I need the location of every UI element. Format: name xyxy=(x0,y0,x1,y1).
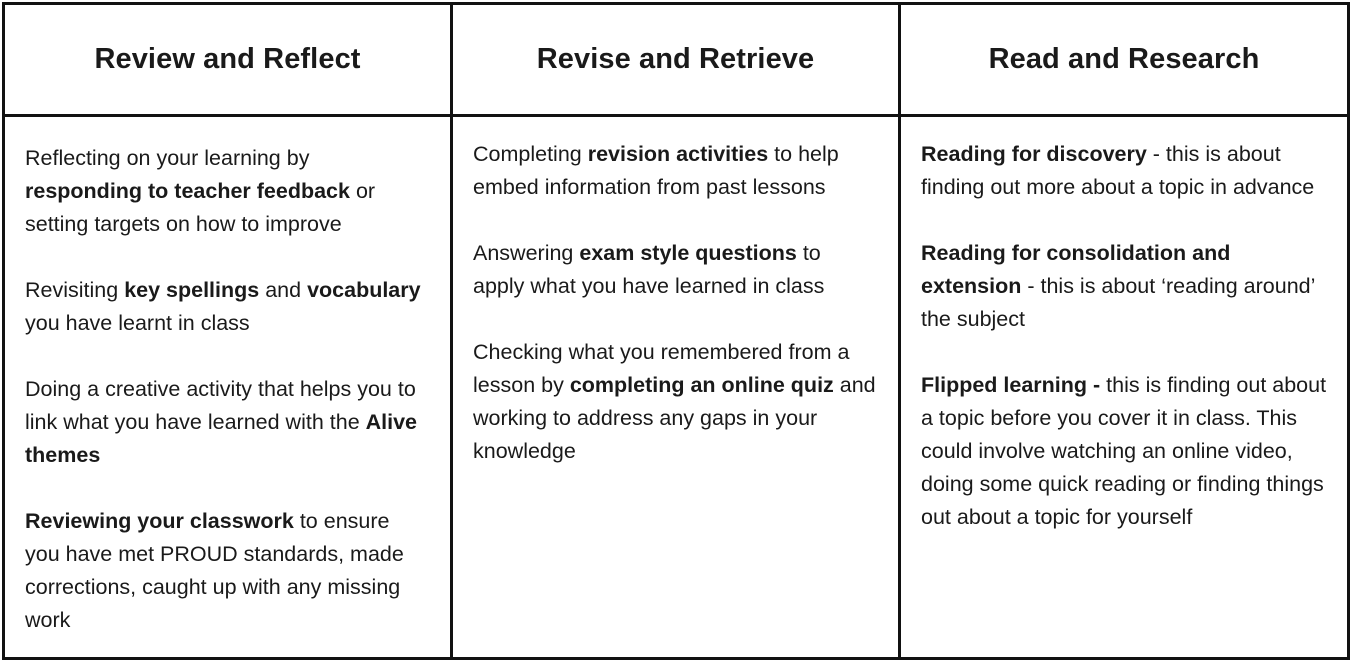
header-review-reflect xyxy=(5,5,453,117)
column-title: Revise and Retrieve xyxy=(536,43,815,75)
homework-table xyxy=(2,2,1350,660)
header-read-research xyxy=(901,5,1347,117)
column-review-reflect xyxy=(5,117,453,657)
list-item: Reflecting on your learning by responding to teacher feedback or setting targets on how to improve xyxy=(25,146,376,236)
list-item: Reading for discovery - this is about finding out more about a topic in advance xyxy=(921,142,1315,199)
list-item: Reviewing your classwork to ensure you have met PROUD standards, made corrections, caught up with any missing work xyxy=(25,509,404,632)
column-title: Read and Research xyxy=(988,43,1260,75)
list-item: Flipped learning - this is finding out about a topic before you cover it in class. This could involve watching an online video, doing some quick reading or finding things out about a topic for yourself xyxy=(921,373,1327,529)
list-item: Answering exam style questions to apply what you have learned in class xyxy=(473,241,825,298)
column-revise-retrieve xyxy=(453,117,901,657)
list-item: Reading for consolidation and extension - this is about ‘reading around’ the subject xyxy=(921,241,1315,331)
list-item: Doing a creative activity that helps you to link what you have learned with the Alive themes xyxy=(25,377,418,467)
list-item: Checking what you remembered from a lesson by completing an online quiz and working to address any gaps in your knowledge xyxy=(473,340,876,463)
list-item: Revisiting key spellings and vocabulary you have learnt in class xyxy=(25,278,421,335)
header-revise-retrieve xyxy=(453,5,901,117)
list-item: Completing revision activities to help embed information from past lessons xyxy=(473,142,839,199)
column-read-research xyxy=(901,117,1347,657)
column-title: Review and Reflect xyxy=(94,43,361,75)
